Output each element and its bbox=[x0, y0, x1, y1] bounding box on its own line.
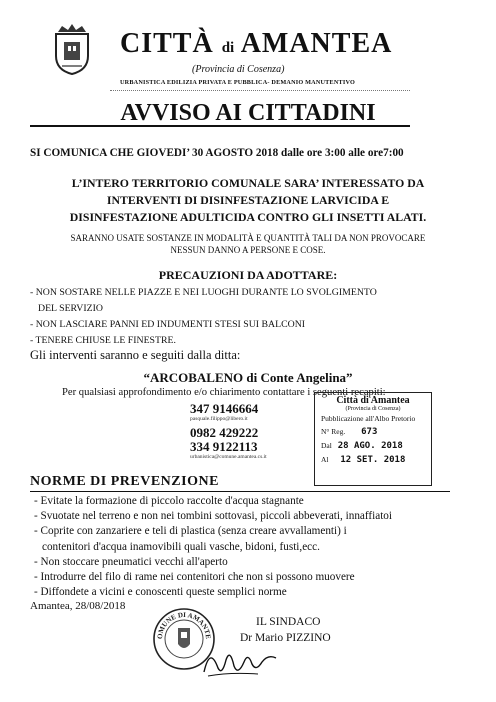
norm-item: - Diffondete a vicini e conoscenti queste semplici norme bbox=[34, 586, 287, 599]
stamp-al-row bbox=[321, 453, 431, 467]
substances-notice bbox=[20, 232, 476, 256]
stamp-dal-value: 28 AGO. 2018 bbox=[337, 441, 403, 451]
seal-text: OMUNE DI AMANTE bbox=[155, 610, 213, 640]
substances-line: SARANNO USATE SOSTANZE IN MODALITÀ E QUANTITÀ TALI DA NON PROVOCARE bbox=[70, 233, 426, 243]
city-title bbox=[120, 28, 392, 60]
intro-line: INTERVENTI DI DISINFESTAZIONE LARVICIDA E bbox=[106, 193, 390, 207]
place-date: Amantea, 28/08/2018 bbox=[30, 600, 126, 612]
signature-name: Dr Mario PIZZINO bbox=[240, 632, 331, 644]
announcement: SI COMUNICA CHE GIOVEDI’ 30 AGOSTO 2018 dalle ore 3:00 alle ore7:00 bbox=[30, 147, 404, 159]
city-title-di: di bbox=[221, 40, 235, 56]
precaution-item: - NON SOSTARE NELLE PIAZZE E NEI LUOGHI DURANTE LO SVOLGIMENTO bbox=[30, 287, 377, 298]
contact-intro: Per qualsiasi approfondimento e/o chiarimento contattare i seguenti recapiti: bbox=[62, 387, 386, 398]
stamp-al-label: Al bbox=[321, 455, 329, 464]
stamp-reg-label: N° Reg. bbox=[321, 427, 346, 436]
intro-line: L’INTERO TERRITORIO COMUNALE SARA’ INTERESSATO DA bbox=[71, 176, 425, 190]
substances-line: NESSUN DANNO A PERSONE E COSE. bbox=[170, 245, 326, 255]
signature-role: IL SINDACO bbox=[256, 616, 321, 628]
precaution-item: DEL SERVIZIO bbox=[38, 303, 103, 314]
notice-title: AVVISO AI CITTADINI bbox=[120, 100, 376, 126]
company-label: Gli interventi saranno e seguiti dalla ditta: bbox=[30, 348, 241, 362]
handwritten-signature bbox=[200, 642, 280, 680]
city-title-place: AMANTEA bbox=[240, 28, 393, 59]
stamp-al-value: 12 SET. 2018 bbox=[340, 455, 406, 465]
precautions-title: PRECAUZIONI DA ADOTTARE: bbox=[158, 268, 338, 282]
intro-block bbox=[20, 175, 476, 226]
precaution-item: - NON LASCIARE PANNI ED INDUMENTI STESI SUI BALCONI bbox=[30, 319, 306, 330]
norm-item: - Svuotate nel terreno e non nei tombini sottovasi, piccoli abbeverati, innaffiatoi bbox=[34, 510, 393, 523]
norm-item: contenitori d'acqua inamovibili quali vasche, bidoni, fusti,ecc. bbox=[42, 540, 320, 553]
stamp-reg-value: 673 bbox=[361, 427, 378, 437]
header-divider bbox=[110, 90, 410, 91]
office-label: URBANISTICA EDILIZIA PRIVATA E PUBBLICA- DEMANIO MANUTENTIVO bbox=[120, 79, 356, 86]
contact-block bbox=[190, 402, 320, 464]
city-crest-logo bbox=[50, 22, 94, 76]
precautions-list bbox=[30, 285, 470, 349]
norm-item: - Non stoccare pneumatici vecchi all'aperto bbox=[34, 555, 228, 568]
precaution-item: - TENERE CHIUSE LE FINESTRE. bbox=[30, 335, 176, 346]
stamp-title: Città di Amantea bbox=[336, 395, 410, 406]
province-label: (Provincia di Cosenza) bbox=[192, 64, 285, 75]
company-name: “ARCOBALENO di Conte Angelina” bbox=[143, 370, 353, 385]
stamp-dal-label: Dal bbox=[321, 441, 332, 450]
phone-number: 334 9122113 bbox=[190, 439, 258, 454]
stamp-dal-row bbox=[321, 439, 431, 453]
phone-number: 347 9146664 bbox=[190, 401, 259, 416]
norms-title-underline bbox=[30, 491, 450, 492]
norms-list bbox=[34, 494, 474, 600]
norm-item: - Introdurre del filo di rame nei contenitori che non si possono muovere bbox=[34, 571, 355, 584]
phone-number: 0982 429222 bbox=[190, 425, 259, 440]
stamp-province: (Provincia di Cosenza) bbox=[345, 406, 401, 412]
email-address: pasquale.filippo@libero.it bbox=[190, 416, 248, 422]
stamp-publication: Pubblicazione all'Albo Pretorio bbox=[321, 414, 416, 423]
stamp-reg-row bbox=[321, 425, 431, 439]
notice-title-underline bbox=[30, 125, 410, 127]
norms-title: NORME DI PREVENZIONE bbox=[30, 474, 219, 489]
registry-stamp bbox=[314, 392, 432, 486]
intro-line: DISINFESTAZIONE ADULTICIDA CONTRO GLI INSETTI ALATI. bbox=[69, 210, 427, 224]
city-title-main: CITTÀ bbox=[120, 28, 214, 59]
email-address: urbanistica@comune.amantea.cs.it bbox=[190, 454, 267, 460]
norm-item: - Coprite con zanzariere e teli di plastica (senza creare avvallamenti) i bbox=[34, 525, 347, 538]
norm-item: - Evitate la formazione di piccolo raccolte d'acqua stagnante bbox=[34, 495, 304, 507]
